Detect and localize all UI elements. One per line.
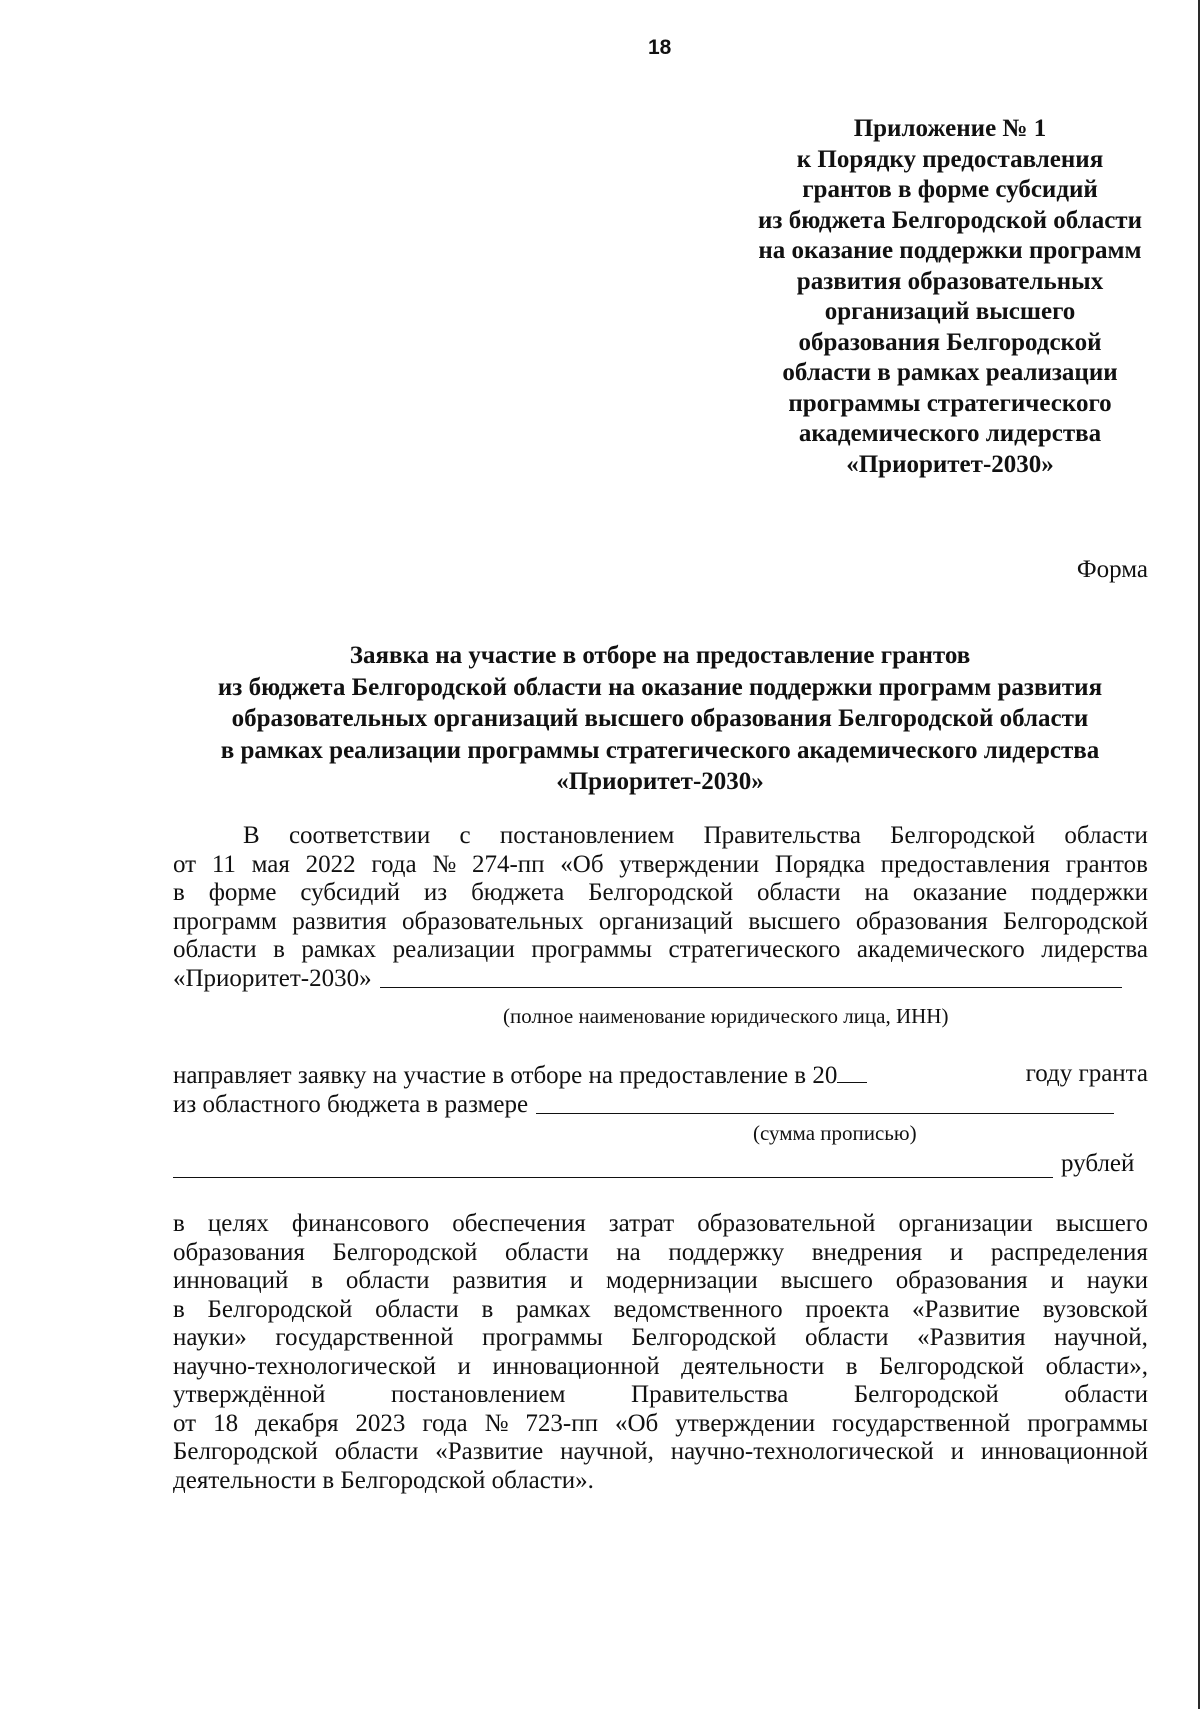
appendix-line: из бюджета Белгородской области: [758, 206, 1142, 234]
title-line: из бюджета Белгородской области на оказание поддержки программ развития: [217, 673, 1103, 701]
para-text: программ развития образовательных организаций высшего образования Белгородской: [173, 907, 1148, 935]
rubles-line: [173, 1150, 1148, 1178]
para-text: деятельности в Белгородской области».: [173, 1466, 594, 1494]
para-text: в форме субсидий из бюджета Белгородской области на оказание поддержки: [173, 879, 1148, 906]
para-line: [173, 1467, 1148, 1496]
para-line: [173, 1438, 1148, 1467]
entity-name-field[interactable]: [380, 965, 1122, 988]
para-line: [173, 936, 1148, 965]
para-line: [173, 1060, 1148, 1091]
appendix-header: [700, 114, 1200, 480]
title-line: в рамках реализации программы стратегического академического лидерства: [220, 736, 1100, 764]
para-line: [173, 879, 1148, 908]
title-line: образовательных организаций высшего образования Белгородской области: [231, 705, 1089, 732]
para-line: [173, 1267, 1148, 1296]
para-text: году гранта: [1025, 1060, 1148, 1087]
para-text: Белгородской области «Развитие научной, научно-технологической и инновационной: [173, 1438, 1148, 1465]
appendix-line: к Порядку предоставления: [796, 145, 1104, 173]
paragraph-purpose: [173, 1210, 1148, 1495]
document-title: [160, 640, 1160, 798]
title-line: «Приоритет-2030»: [556, 768, 764, 795]
appendix-line: программы стратегического: [788, 389, 1112, 417]
appendix-line: «Приоритет-2030»: [846, 450, 1054, 478]
para-line: [173, 1296, 1148, 1325]
appendix-line: грантов в форме субсидий: [802, 176, 1098, 203]
para-text: научно-технологической и инновационной деятельности в Белгородской области»,: [173, 1352, 1148, 1380]
year-field[interactable]: [837, 1060, 867, 1083]
para-text: области в рамках реализации программы стратегического академического лидерства: [173, 936, 1148, 963]
para-line: [173, 1091, 1148, 1120]
para-text: «Приоритет-2030»: [173, 964, 372, 992]
rubles-label: рублей: [1061, 1150, 1135, 1177]
appendix-line: организаций высшего: [824, 298, 1076, 325]
para-text: в Белгородской области в рамках ведомственного проекта «Развитие вузовской: [173, 1295, 1148, 1323]
para-text: от 11 мая 2022 года № 274-пп «Об утверждении Порядка предоставления грантов: [173, 850, 1148, 878]
appendix-line: развития образовательных: [796, 267, 1104, 295]
form-label: Форма: [1076, 556, 1148, 583]
para-text: от 18 декабря 2023 года № 723-пп «Об утверждении государственной программы: [173, 1409, 1148, 1437]
para-line: [173, 1324, 1148, 1353]
amount-words-field[interactable]: [173, 1155, 1053, 1178]
para-line: [173, 1353, 1148, 1382]
appendix-line: академического лидерства: [798, 420, 1102, 447]
para-text: в целях финансового обеспечения затрат образовательной организации высшего: [173, 1210, 1148, 1237]
grant-amount-field[interactable]: [536, 1091, 1114, 1114]
title-line: Заявка на участие в отборе на предоставление грантов: [349, 642, 971, 669]
para-line: [173, 908, 1148, 937]
para-text: инноваций в области развития и модернизации высшего образования и науки: [173, 1267, 1148, 1294]
appendix-line: области в рамках реализации: [782, 359, 1118, 386]
para-line: [173, 965, 1148, 994]
para-text: науки» государственной программы Белгородской области «Развития научной,: [173, 1324, 1148, 1351]
entity-caption: (полное наименование юридического лица, ИНН): [503, 1004, 949, 1028]
sum-caption: (сумма прописью): [753, 1121, 917, 1145]
para-text: из областного бюджета в размере: [173, 1090, 529, 1118]
appendix-line: на оказание поддержки программ: [758, 237, 1142, 264]
appendix-line: Приложение № 1: [853, 115, 1047, 142]
para-line: [173, 1239, 1148, 1268]
para-line: [173, 1381, 1148, 1410]
para-line: [173, 851, 1148, 880]
para-text: утверждённой постановлением Правительства Белгородской области: [173, 1381, 1148, 1408]
para-text-part: направляет заявку на участие в отборе на предоставление в 20: [173, 1062, 838, 1089]
paragraph-request: [173, 1060, 1148, 1119]
page-number-text: 18: [648, 36, 672, 59]
paragraph-preamble: [173, 822, 1148, 993]
para-line: [173, 1410, 1148, 1439]
para-text: образования Белгородской области на поддержку внедрения и распределения: [173, 1238, 1148, 1266]
appendix-line: образования Белгородской: [798, 328, 1102, 356]
para-line: [173, 822, 1148, 851]
para-text: [173, 1060, 867, 1091]
para-text: В соответствии с постановлением Правительства Белгородской области: [243, 822, 1148, 849]
para-line: [173, 1210, 1148, 1239]
